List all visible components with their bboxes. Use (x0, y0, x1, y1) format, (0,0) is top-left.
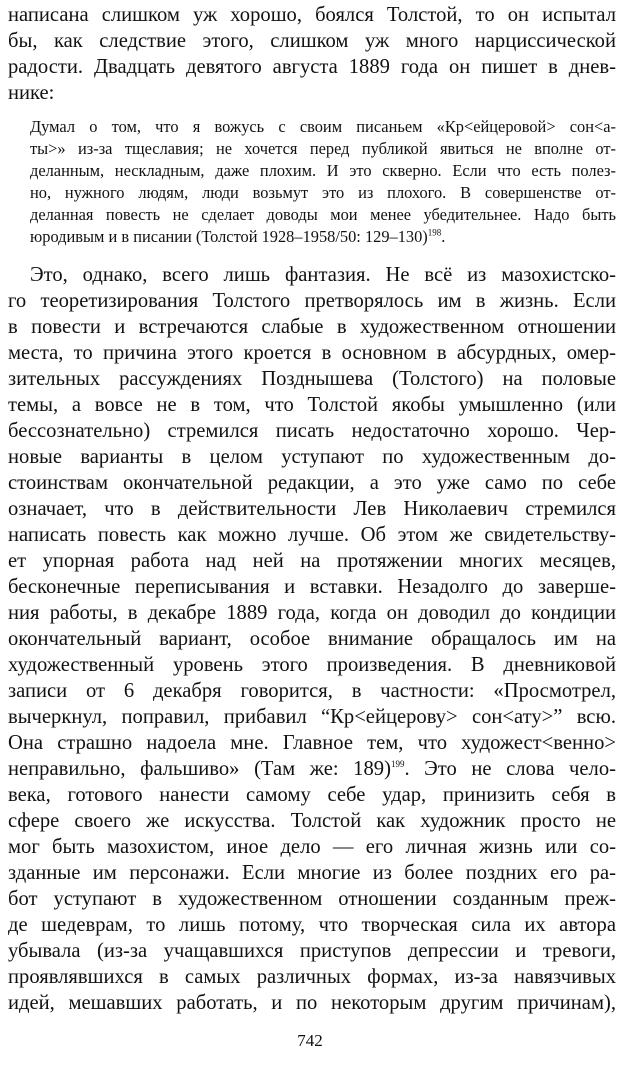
page-number: 742 (297, 1031, 323, 1050)
text-line: означает, что в действительности Лев Николаевич стремился (8, 498, 616, 520)
text-line: стоинствам окончательной редакции, а это уже само по себе (8, 472, 616, 494)
text-line: го теоретизирования Толстого претворялось им в жизнь. Если (8, 290, 616, 312)
quote-line: Думал о том, что я вожусь с своим писаньем «Кр<ейцеровой> сон<а- (30, 117, 616, 136)
text-line: в повести и встречаются слабые в художественном отношении (8, 316, 616, 338)
text-line: убывала (из-за учащавшихся приступов депрессии и тревоги, (8, 940, 616, 962)
text-line: Она страшно надоела мне. Главное тем, что художест<венно> (8, 732, 616, 754)
text-line: Это, однако, всего лишь фантазия. Не всё из мазохистско- (30, 264, 616, 286)
text-line: написана слишком уж хорошо, боялся Толстой, то он испытал (8, 4, 616, 26)
text-segment: неправильно, фальшиво» (Там же: 189) (8, 758, 391, 780)
text-line: нике: (8, 82, 55, 104)
quote-line: деланным, нескладным, даже плохим. И это скверно. Если что есть полез- (30, 161, 616, 180)
footnote-ref: 199 (390, 759, 405, 770)
text-line: места, то причина этого кроется в основном в абсурдных, омер- (8, 342, 616, 364)
text-line: зданные им персонажи. Если многие из более поздних его ра- (8, 862, 616, 884)
text-line: идей, мешавших работать, и по некоторым другим причинам), (8, 992, 616, 1014)
text-line: бесконечные переписывания и вставки. Незадолго до заверше- (8, 576, 616, 598)
text-line: написать повесть как можно лучше. Об этом же свидетельству- (8, 524, 616, 546)
text-line: бот уступают в художественном отношении созданным преж- (8, 888, 616, 910)
text-line: мог быть мазохистом, иное дело — его личная жизнь или со- (8, 836, 616, 858)
text-line: проявлявшихся в самых различных формах, из-за навязчивых (8, 966, 616, 988)
text-line: века, готового нанести самому себе удар, принизить себя в (8, 784, 616, 806)
quote-line: деланная повесть не сделает доводы мои менее убедительнее. Надо быть (30, 205, 616, 224)
footnote-ref: 198 (427, 227, 442, 238)
text-line: радости. Двадцать девятого августа 1889 года он пишет в днев- (8, 56, 616, 78)
text-line: бы, как следствие этого, слишком уж много нарциссической (8, 30, 616, 52)
text-segment: . Это не слова чело- (404, 758, 616, 780)
text-line: сфере своего же искусства. Толстой как художник просто не (8, 810, 616, 832)
text-line: художественный уровень этого произведения. В дневниковой (8, 654, 616, 676)
text-line: темы, а вовсе не в том, что Толстой якобы умышленно (или (8, 394, 616, 416)
text-line: вычеркнул, поправил, прибавил “Кр<ейцерову> сон<ату>” всю. (8, 706, 616, 728)
text-line-with-footnote (8, 756, 616, 782)
quote-citation: юродивым и в писании (Толстой 1928–1958/50: 129–130) (30, 227, 428, 246)
quote-line-last: юродивым и в писании (Толстой 1928–1958/50: 129–130)$^{198}$. (30, 227, 446, 246)
text-line: ет упорная работа над ней на протяжении многих месяцев, (8, 550, 616, 572)
text-line: ния работы, в декабре 1889 года, когда он доводил до кондиции (8, 602, 616, 624)
quote-line: ты>» из-за тщеславия; не хочется перед публикой явиться не вполне от- (30, 139, 616, 158)
text-line: де шедеврам, то лишь потому, что творческая сила их автора (8, 914, 616, 936)
quote-line: но, нужного людям, люди возьмут это из плохого. В совершенстве от- (30, 183, 616, 202)
text-line: окончательный вариант, особое внимание обращалось им на (8, 628, 616, 650)
text-line: записи от 6 декабря говорится, в частности: «Просмотрел, (8, 680, 616, 702)
text-line: зительных рассуждениях Позднышева (Толстого) на половые (8, 368, 616, 390)
text-line: новые варианты в целом уступают по художественным до- (8, 446, 616, 468)
text-line: бессознательно) стремился писать недостаточно хорошо. Чер- (8, 420, 616, 442)
